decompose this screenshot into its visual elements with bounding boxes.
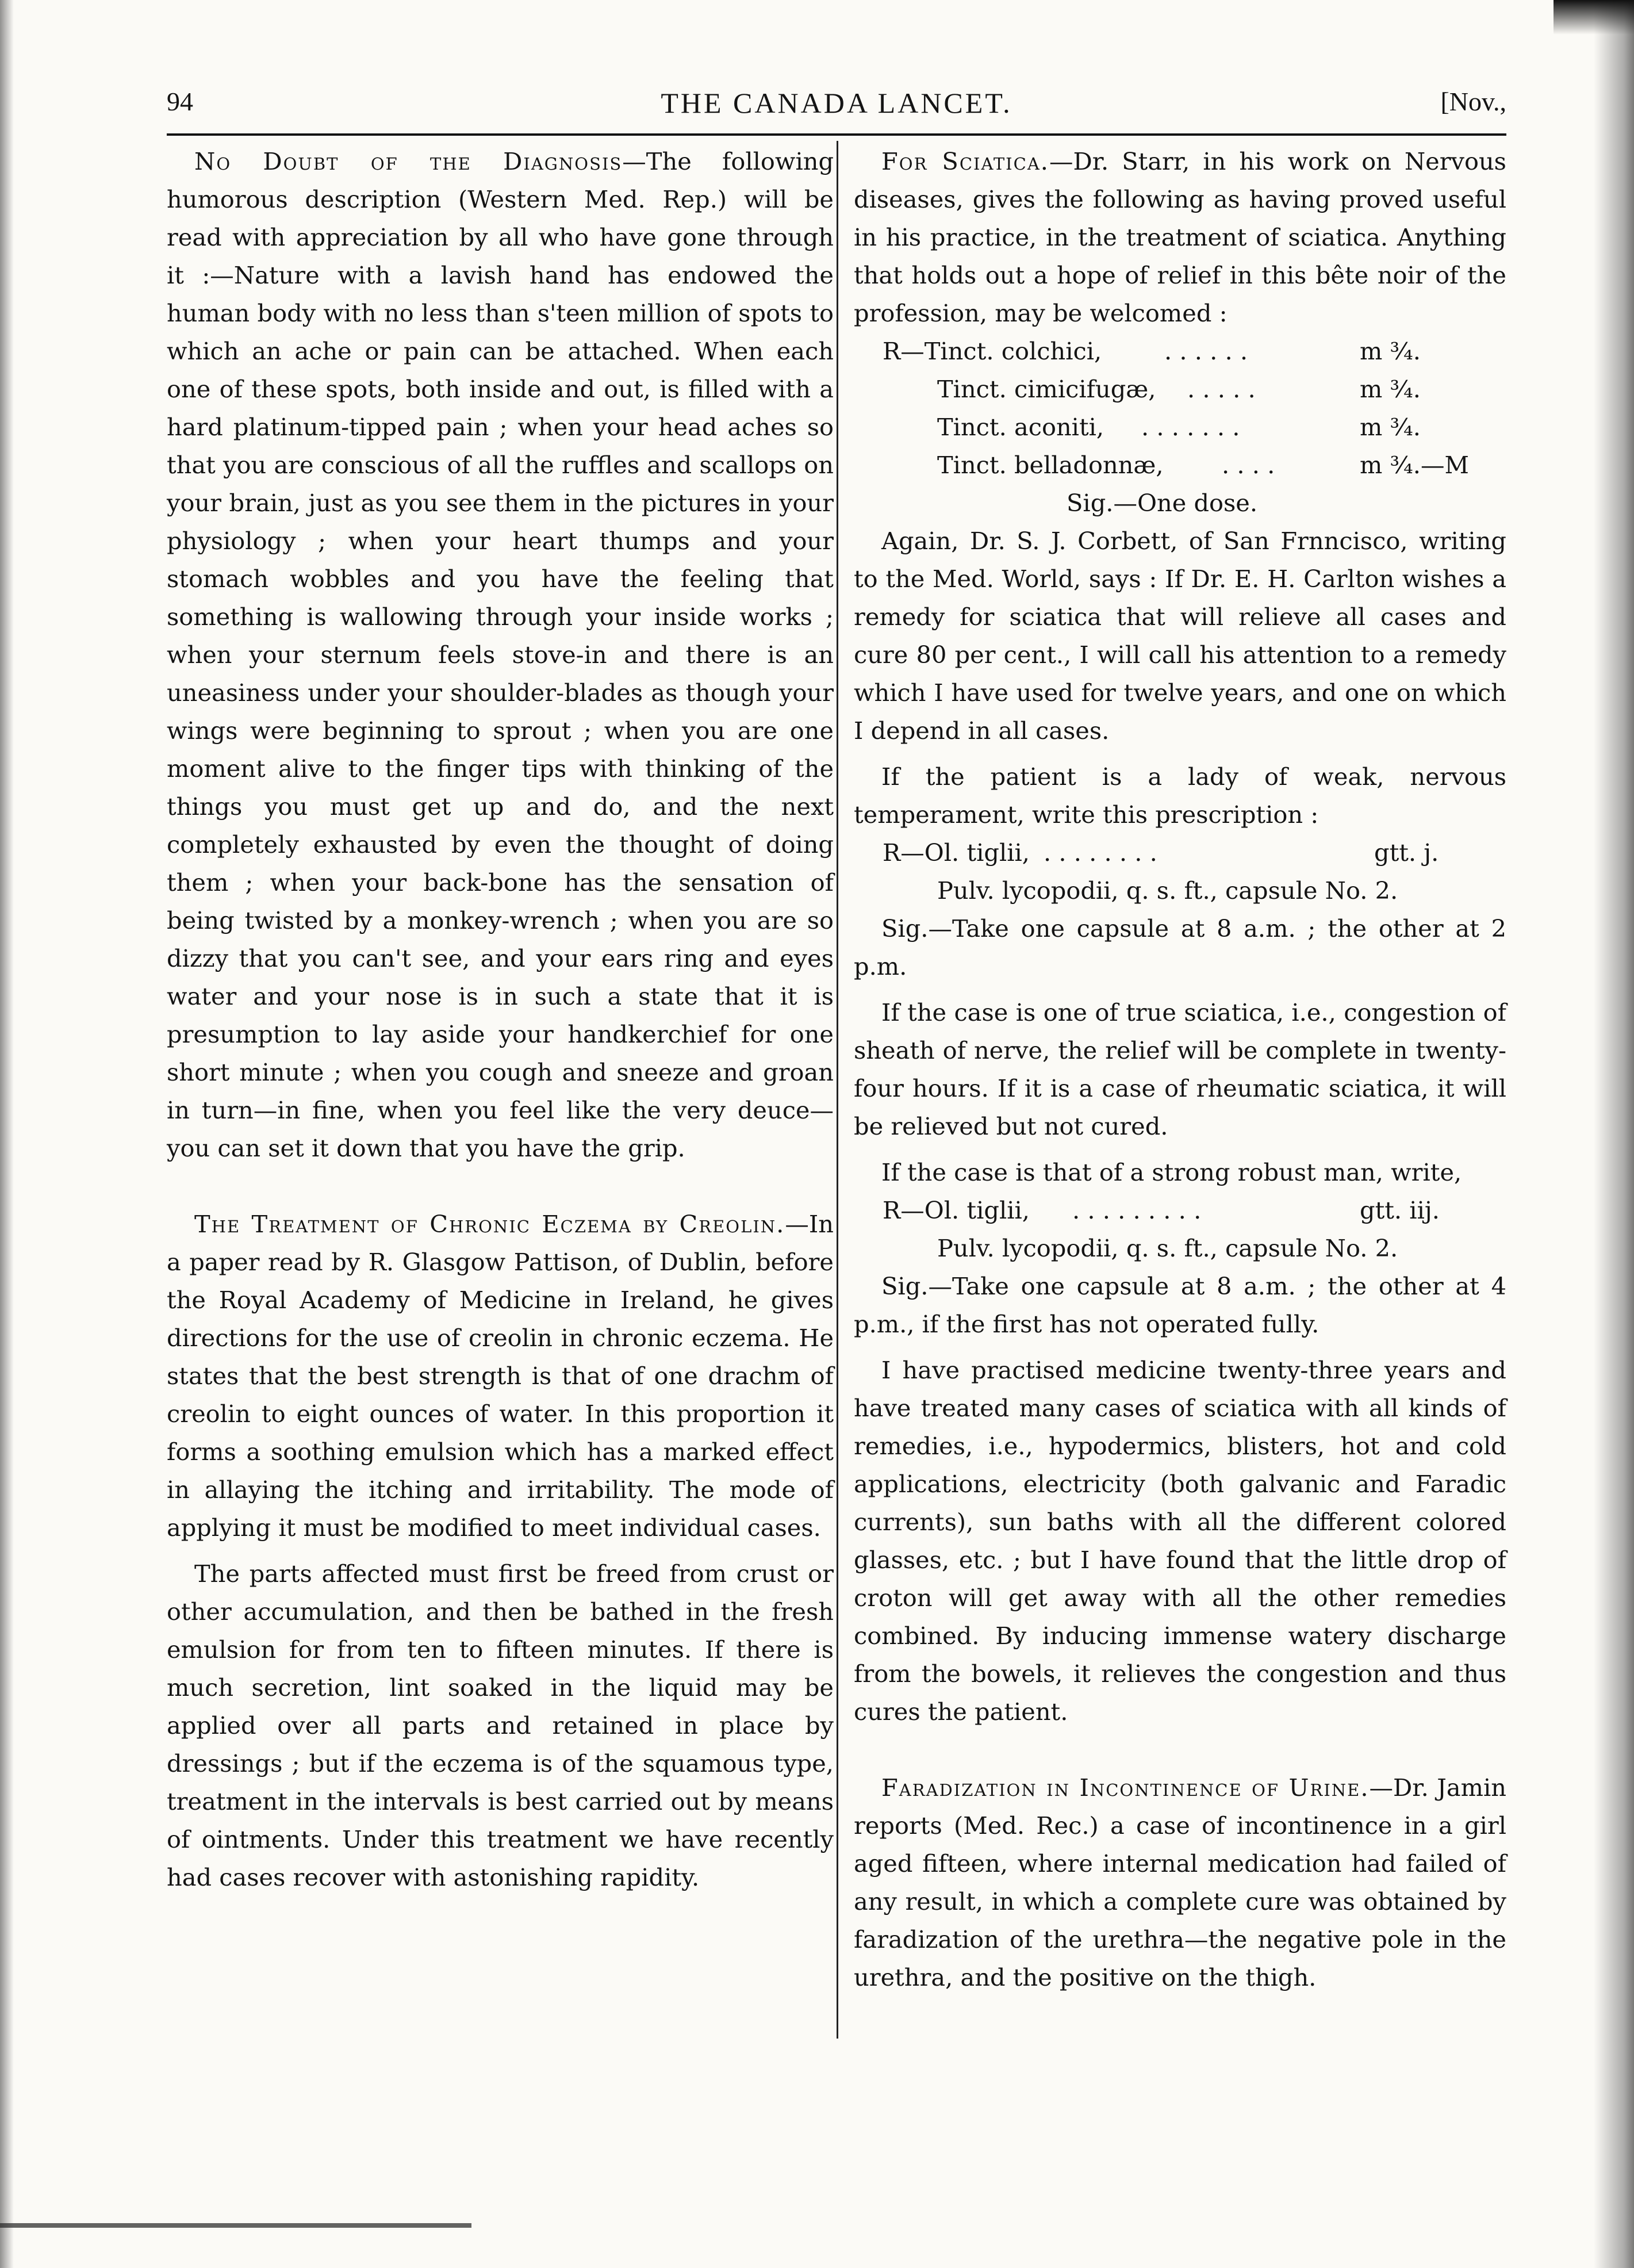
rx-drug: Tinct. belladonnæ, [937, 451, 1164, 479]
running-header [167, 86, 1506, 132]
paragraph: The parts affected must first be freed from crust or other accumulation, and then be bathed in the fresh emulsion for from ten to fifteen minutes. If there is much secretion, lint soaked in the liquid may be applied over all parts and retained in place by dressings ; but if the eczema is of the squamous type, treatment in the intervals is best carried out by means of ointments. Under this treatment we have recently had cases recover with astonishing rapidity. [167, 1560, 834, 1891]
article-body: —Dr. Jamin reports (Med. Rec.) a case of incontinence in a girl aged fifteen, where internal medication had failed of any result, in which a complete cure was obtained by faradization of the urethra—the negative pole in the urethra, and the positive on the thigh. [854, 1773, 1506, 1991]
article-title: No Doubt of the Diagnosis [194, 147, 623, 175]
rx-dose: m ¾.—M [1360, 451, 1469, 479]
paragraph: I have practised medicine twenty-three years and have treated many cases of sciatica with all kinds of remedies, i.e., hypodermics, blisters, hot and cold applications, electricity (both galvanic and Faradic currents), sun baths with all the different colored glasses, etc. ; but I have found that the little drop of croton will get away with all the other remedies combined. By inducing immense watery discharge from the bowels, it relieves the congestion and thus cures the patient. [854, 1356, 1506, 1726]
paragraph: If the case is that of a strong robust man, write, [881, 1158, 1462, 1186]
article-body: —The following humorous description (Western Med. Rep.) will be read with appreciation by all who have gone through it :—Nature with a lavish hand has endowed the human body with no less than s'teen million of spots to which an ache or pain can be attached. When each one of these spots, both inside and out, is filled with a hard platinum-tipped pain ; when your head aches so that you are conscious of all the ruffles and scallops on your brain, just as you see them in the pictures in your physiology ; when your heart thumps and your stomach wobbles and you have the feeling that something is wallowing through your inside works ; when your sternum feels stove-in and there is an uneasiness under your shoulder-blades as though your wings were beginning to sprout ; when you are one moment alive to the finger tips with thinking of the things you must get up and do, and the next completely exhausted by even the thought of doing them ; when your back-bone has the sensation of being twisted by a monkey-wrench ; when you are so dizzy that you can't see, and your ears ring and eyes water and your nose is in such a state that it is presumption to lay aside your handkerchief for one short minute ; when you cough and sneeze and groan in turn—in fine, when you feel like the very deuce—you can set it down that you have the grip. [167, 147, 834, 1162]
scan-edge-right [1594, 0, 1634, 2268]
paragraph: Again, Dr. S. J. Corbett, of San Frnncisco, writing to the Med. World, says : If Dr. E. H. Carlton wishes a remedy for sciatica that will relieve all cases and cure 80 per cent., I will call his attention to a remedy which I have used for twelve years, and one on which I depend in all cases. [854, 527, 1506, 745]
rx-sig-text: Sig.—Take one capsule at 8 a.m. ; the other at 4 p.m., if the first has not operated fully. [854, 1272, 1506, 1338]
article-faradization [854, 1769, 1506, 1997]
rx-line [854, 332, 1506, 370]
scan-edge-left [0, 0, 14, 2268]
rx-dose: gtt. iij. [1360, 1196, 1440, 1224]
rx-drug: Tinct. aconiti, [937, 413, 1104, 441]
left-column [167, 143, 834, 1897]
rx-sig [854, 484, 1506, 522]
article-eczema [167, 1205, 834, 1547]
article-body: —In a paper read by R. Glasgow Pattison, of Dublin, before the Royal Academy of Medicine in Ireland, he gives directions for the use of creolin in chronic eczema. He states that the best strength is that of one drachm of creolin to eight ounces of water. In this proportion it forms a soothing emulsion which has a marked effect in allaying the itching and irritability. The mode of applying it must be modified to meet individual cases. [167, 1210, 834, 1542]
page-number: 94 [167, 87, 193, 116]
issue-label: [Nov., [1440, 87, 1506, 116]
header-rule [167, 133, 1506, 136]
rx-dots: . . . . . . . . [1044, 838, 1157, 867]
rx-sig-text: Sig.—Take one capsule at 8 a.m. ; the other at 2 p.m. [854, 914, 1506, 980]
right-column [854, 143, 1506, 1997]
rx-dots: . . . . . . . [1141, 413, 1240, 441]
paragraph: If the patient is a lady of weak, nervous temperament, write this prescription : [854, 763, 1506, 829]
scan-bottom-rule [0, 2223, 471, 2228]
rx-line [854, 1229, 1506, 1267]
scan-corner-shadow [1554, 0, 1634, 35]
rx-dots: . . . . . [1187, 375, 1256, 403]
rx-drug: Pulv. lycopodii, q. s. ft., capsule No. 2. [937, 1234, 1398, 1262]
rx-drug: Pulv. lycopodii, q. s. ft., capsule No. 2. [937, 876, 1398, 905]
rx-sig-text: Sig.—One dose. [1067, 489, 1258, 517]
rx-line [854, 370, 1506, 408]
article-title: Faradization in Incontinence of Urine. [881, 1773, 1370, 1802]
column-divider [837, 141, 838, 2039]
rx-dots: . . . . [1222, 451, 1275, 479]
rx-dots: . . . . . . [1164, 337, 1248, 365]
rx-line [854, 1192, 1506, 1229]
rx-line [854, 834, 1506, 872]
prescription-2 [854, 834, 1506, 910]
article-title: The Treatment of Chronic Eczema by Creolin. [194, 1210, 785, 1238]
rx-dose: m ¾. [1360, 413, 1421, 441]
rx-dose: m ¾. [1360, 375, 1421, 403]
rx-dose: m ¾. [1360, 337, 1421, 365]
prescription-3 [854, 1192, 1506, 1267]
article-sciatica [854, 143, 1506, 332]
rx-dots: . . . . . . . . . [1072, 1196, 1202, 1224]
rx-drug: R—Ol. tiglii, [883, 1196, 1030, 1224]
article-no-doubt [167, 143, 834, 1167]
rx-line [854, 872, 1506, 910]
paragraph: If the case is one of true sciatica, i.e., congestion of sheath of nerve, the relief will be complete in twenty-four hours. If it is a case of rheumatic sciatica, it will be relieved but not cured. [854, 998, 1506, 1140]
article-body: —Dr. Starr, in his work on Nervous diseases, gives the following as having proved useful in his practice, in the treatment of sciatica. Anything that holds out a hope of relief in this bête noir of the profession, may be welcomed : [854, 147, 1506, 327]
rx-line [854, 446, 1506, 484]
prescription-1 [854, 332, 1506, 522]
article-title: For Sciatica. [881, 147, 1049, 175]
rx-line [854, 408, 1506, 446]
journal-title: THE CANADA LANCET. [661, 87, 1012, 119]
rx-drug: R—Tinct. colchici, [883, 337, 1102, 365]
rx-drug: Tinct. cimicifugæ, [937, 375, 1156, 403]
rx-drug: R—Ol. tiglii, [883, 838, 1030, 867]
rx-dose: gtt. j. [1374, 838, 1439, 867]
